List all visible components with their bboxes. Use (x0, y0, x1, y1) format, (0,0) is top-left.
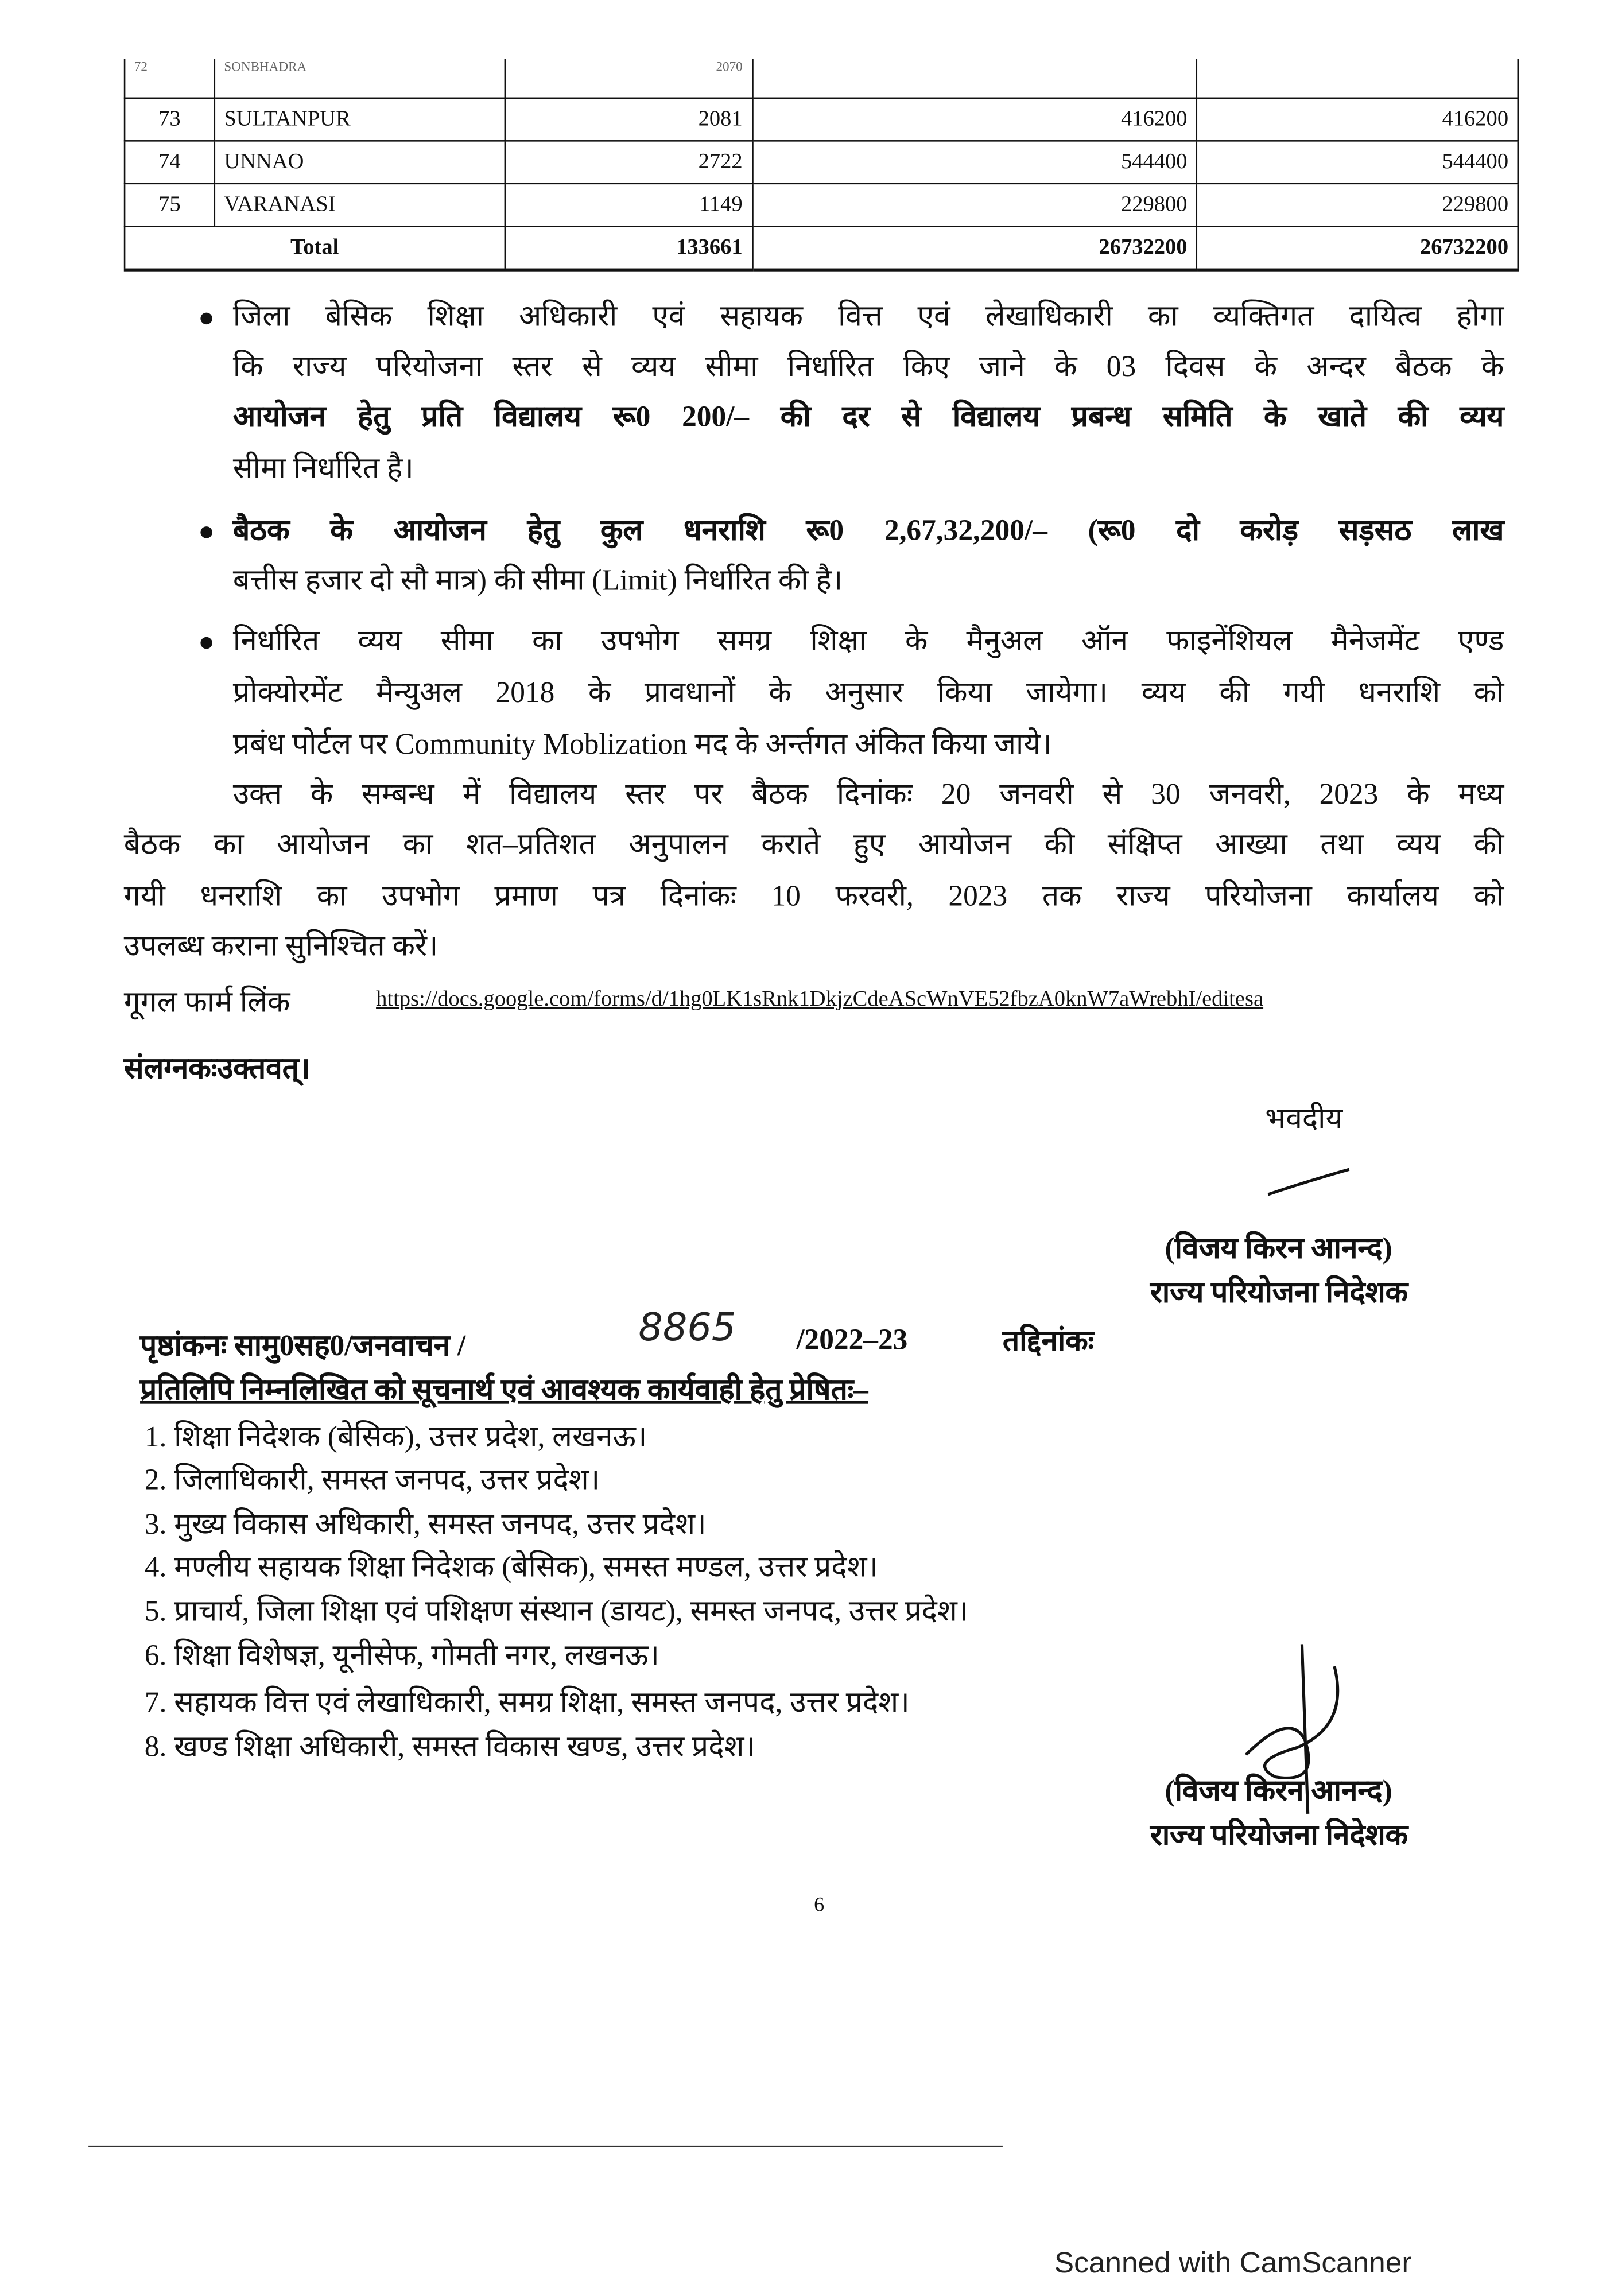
copy-signatory-name: (विजय किरन आनन्द) (1165, 1775, 1392, 1808)
cell-sno: 73 (125, 98, 215, 141)
signatory-title: राज्य परियोजना निदेशक (1150, 1277, 1408, 1310)
closing-salutation: भवदीय (1265, 1103, 1343, 1136)
enclosure-note: संलग्नकःउक्तवत्। (123, 1053, 311, 1085)
bullet-1-line: सीमा निर्धारित है। (232, 452, 414, 486)
signature-mark (1260, 1165, 1364, 1202)
cell-district: UNNAO (215, 141, 505, 184)
google-form-label: गूगल फार्म लिंक (123, 986, 290, 1019)
cell-amount: 544400 (752, 141, 1197, 184)
cell-amount: 229800 (752, 184, 1197, 227)
table-row (125, 98, 1518, 141)
bullet-3-line: निर्धारित व्यय सीमा का उपभोग समग्र शिक्षा के मैनुअल ऑन फाइनेंशियल मैनेजमेंट एण्ड (232, 625, 1504, 658)
bullet-1-line: आयोजन हेतु प्रति विद्यालय रू0 200/– की दर से विद्यालय प्रबन्ध समिति के खाते की व्यय (232, 401, 1504, 434)
total-label: Total (125, 226, 505, 270)
camscanner-watermark: Scanned with CamScanner (1054, 2247, 1412, 2280)
page-number: 6 (814, 1895, 825, 1917)
bullet-1-line: कि राज्य परियोजना स्तर से व्यय सीमा निर्धारित किए जाने के 03 दिवस के अन्दर बैठक के (232, 351, 1504, 383)
google-form-link[interactable]: https://docs.google.com/forms/d/1hg0LK1sRnk1DkjzCdeAScWnVE52fbzA0knW7aWrebhI/editesa (376, 988, 1264, 1012)
bullet-2-line: बैठक के आयोजन हेतु कुल धनराशि रू0 2,67,32,200/– (रू0 दो करोड़ सड़सठ लाख (232, 514, 1504, 548)
bullet-icon (200, 313, 212, 325)
copy-list-item: 3. मुख्य विकास अधिकारी, समस्त जनपद, उत्तर प्रदेश। (144, 1508, 707, 1541)
cell-limit: 416200 (1197, 98, 1518, 141)
cell-amount: 416200 (752, 98, 1197, 141)
copy-heading: प्रतिलिपि निम्नलिखित को सूचनार्थ एवं आवश्यक कार्यवाही हेतु प्रेषितः– (140, 1374, 868, 1407)
copy-list-item: 6. शिक्षा विशेषज्ञ, यूनीसेफ, गोमती नगर, लखनऊ। (144, 1639, 659, 1673)
cell-limit: 544400 (1197, 141, 1518, 184)
cell-limit: 229800 (1197, 184, 1518, 227)
cell-district: VARANASI (215, 184, 505, 227)
signatory-name: (विजय किरन आनन्द) (1165, 1232, 1392, 1266)
cell-schools: 1149 (505, 184, 752, 227)
reference-date: तद्दिनांकः (1002, 1325, 1095, 1359)
handwritten-reference-number: 8865 (638, 1306, 736, 1351)
bullet-icon (200, 637, 212, 649)
paragraph-line: उक्त के सम्बन्ध में विद्यालय स्तर पर बैठक दिनांकः 20 जनवरी से 30 जनवरी, 2023 के मध्य (232, 778, 1504, 811)
paragraph-line: बैठक का आयोजन का शत–प्रतिशत अनुपालन कराते हुए आयोजन की संक्षिप्त आख्या तथा व्यय की (123, 828, 1504, 862)
bullet-3-line: प्रोक्योरमेंट मैन्युअल 2018 के प्रावधानों के अनुसार किया जायेगा। व्यय की गयी धनराशि को (232, 677, 1504, 709)
bullet-icon (200, 526, 212, 538)
cell-schools: 2722 (505, 141, 752, 184)
cell-sno: 75 (125, 184, 215, 227)
copy-list-item: 1. शिक्षा निदेशक (बेसिक), उत्तर प्रदेश, लखनऊ। (144, 1421, 647, 1455)
reference-prefix: पृष्ठांकनः सामु0सह0/जनवाचन / (140, 1330, 466, 1363)
cell-sno: 72 (125, 59, 215, 98)
copy-list-item: 8. खण्ड शिक्षा अधिकारी, समस्त विकास खण्ड, उत्तर प्रदेश। (144, 1731, 755, 1764)
copy-list-item: 5. प्राचार्य, जिला शिक्षा एवं पशिक्षण संस्थान (डायट), समस्त जनपद, उत्तर प्रदेश। (144, 1595, 969, 1628)
total-limit: 26732200 (1197, 226, 1518, 270)
paragraph-line: उपलब्ध कराना सुनिश्चित करें। (123, 930, 439, 963)
copy-list-item: 4. मण्लीय सहायक शिक्षा निदेशक (बेसिक), समस्त मण्डल, उत्तर प्रदेश। (144, 1551, 879, 1584)
cell-sno: 74 (125, 141, 215, 184)
district-budget-table (124, 59, 1519, 272)
cell-schools: 2081 (505, 98, 752, 141)
table-row (125, 184, 1518, 227)
table-total-row (125, 226, 1518, 270)
bullet-1-line: जिला बेसिक शिक्षा अधिकारी एवं सहायक वित्त एवं लेखाधिकारी का व्यक्तिगत दायित्व होगा (232, 301, 1504, 333)
total-schools: 133661 (505, 226, 752, 270)
copy-list-item: 7. सहायक वित्त एवं लेखाधिकारी, समग्र शिक्षा, समस्त जनपद, उत्तर प्रदेश। (144, 1686, 910, 1720)
copy-list-item: 2. जिलाधिकारी, समस्त जनपद, उत्तर प्रदेश। (144, 1464, 600, 1497)
bullet-3-line: प्रबंध पोर्टल पर Community Moblization मद के अर्न्तगत अंकित किया जाये। (232, 728, 1052, 761)
bullet-2-line: बत्तीस हजार दो सौ मात्र) की सीमा (Limit) निर्धारित की है। (232, 564, 843, 598)
total-amount: 26732200 (752, 226, 1197, 270)
reference-year: /2022–23 (796, 1324, 908, 1357)
table-row (125, 141, 1518, 184)
cell-schools: 2070 (505, 59, 752, 98)
table-row-partial (125, 59, 1518, 98)
cell-district: SONBHADRA (215, 59, 505, 98)
cell-district: SULTANPUR (215, 98, 505, 141)
scan-edge-line (88, 2146, 1003, 2147)
copy-signatory-title: राज्य परियोजना निदेशक (1150, 1820, 1408, 1852)
paragraph-line: गयी धनराशि का उपभोग प्रमाण पत्र दिनांकः 10 फरवरी, 2023 तक राज्य परियोजना कार्यालय को (123, 880, 1504, 913)
